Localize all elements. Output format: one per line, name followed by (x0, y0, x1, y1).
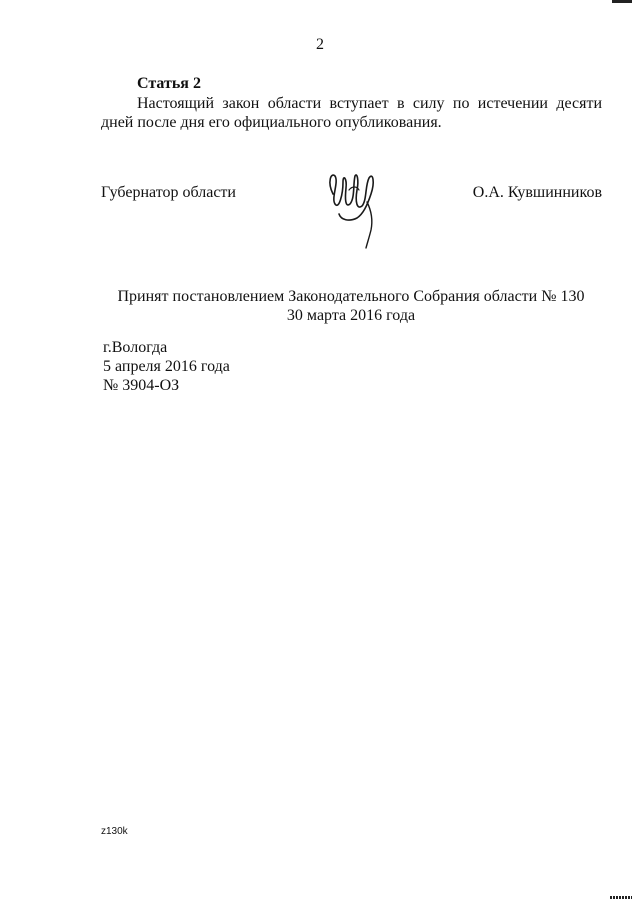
article-title: Статья 2 (137, 75, 201, 92)
law-number: № 3904-ОЗ (103, 377, 180, 394)
adoption-line-2: 30 марта 2016 года (286, 307, 416, 324)
signer-position: Губернатор области (101, 184, 236, 201)
place-date-block (103, 338, 230, 395)
adoption-line-1: Принят постановлением Законодательного Собрания области № 130 (117, 288, 585, 305)
city: г.Вологда (103, 339, 168, 356)
signer-name: О.А. Кувшинников (472, 184, 602, 201)
footer-code: z130k (101, 826, 128, 837)
article-body: Настоящий закон области вступает в силу по истечении десяти дней после дня его официального опубликования. (101, 95, 602, 131)
signature-block (101, 164, 602, 254)
handwritten-signature-icon (319, 164, 389, 249)
article-section (101, 74, 602, 132)
page-number: 2 (316, 36, 324, 53)
signing-date: 5 апреля 2016 года (103, 358, 230, 375)
scan-marker-bottom (610, 896, 632, 899)
adoption-statement (0, 287, 640, 325)
scan-marker-top (612, 0, 632, 3)
